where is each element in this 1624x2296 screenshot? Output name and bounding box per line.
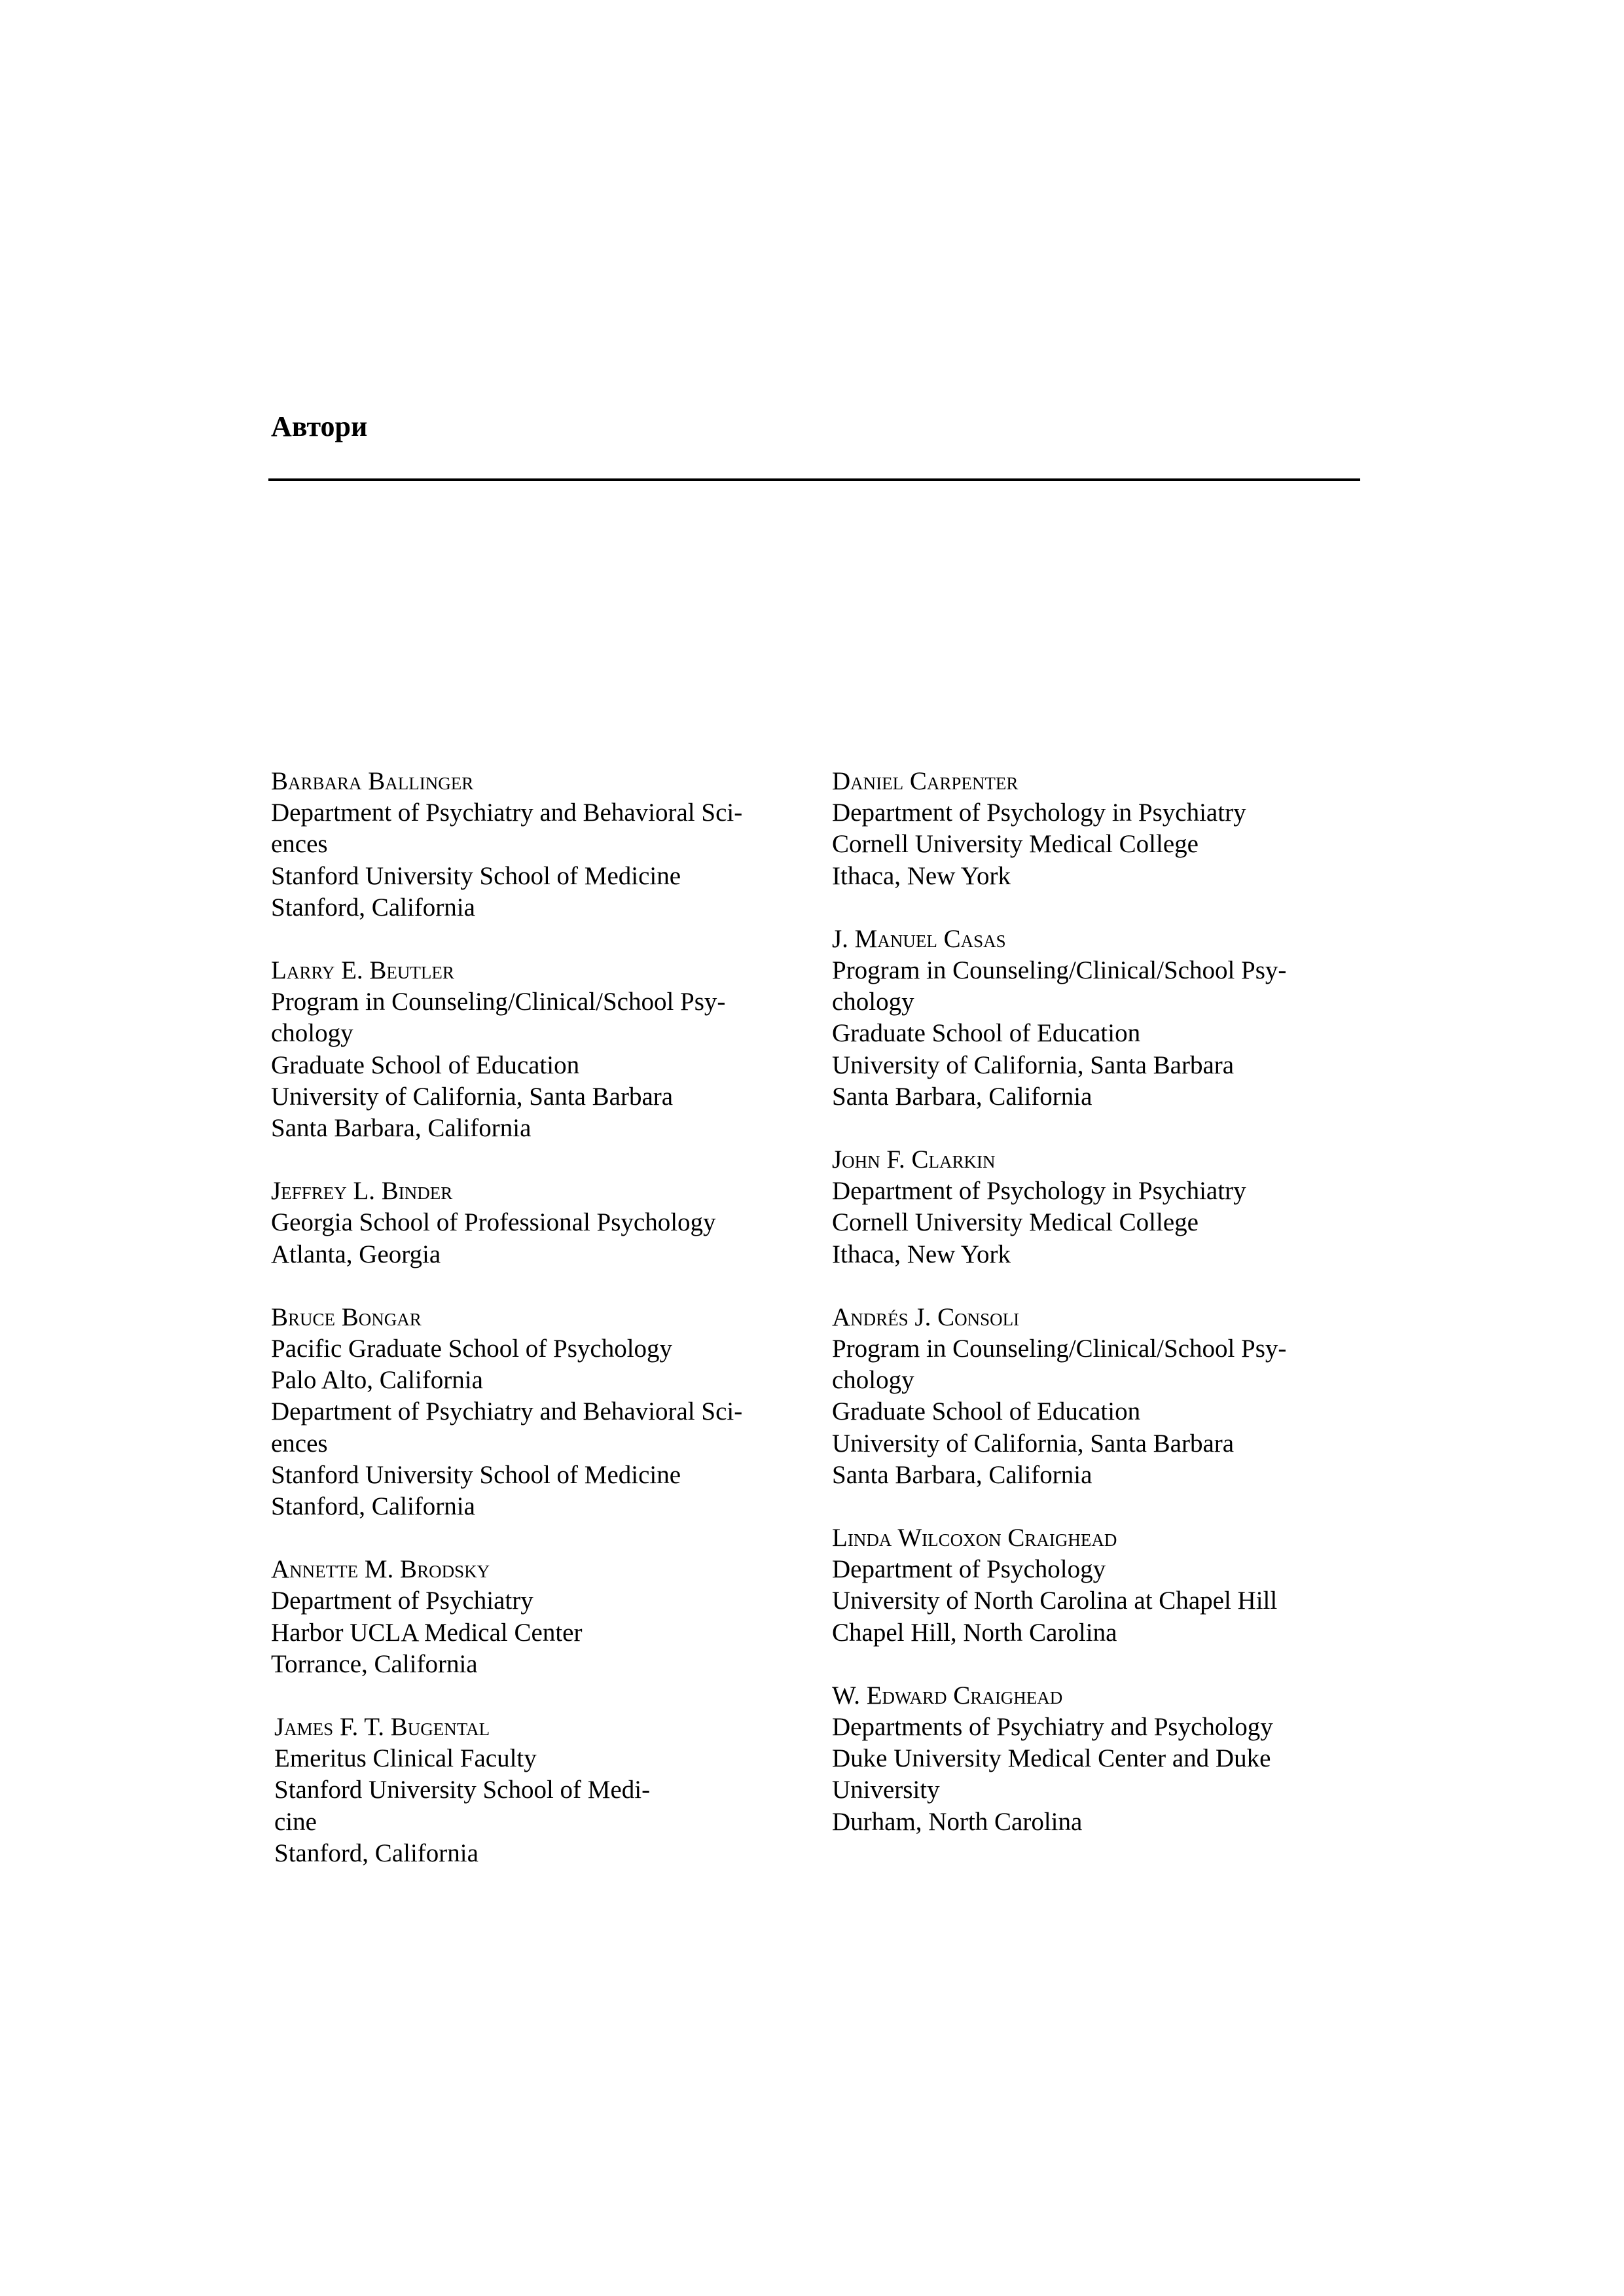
affiliation-line: Harbor UCLA Medical Center [271, 1618, 583, 1647]
affiliation-line: University of North Carolina at Chapel Hill [832, 1587, 1278, 1615]
affiliation-line: Department of Psychiatry and Behavioral Sci- [271, 1397, 743, 1426]
affiliation-line: Torrance, California [271, 1649, 478, 1678]
affiliation-line: Program in Counseling/Clinical/School Psy- [832, 1335, 1287, 1363]
author-name: John F. Clarkin [832, 1145, 996, 1174]
affiliation-line: Department of Psychology [832, 1555, 1106, 1584]
author-entry [271, 1712, 808, 1869]
affiliation-line: Stanford University School of Medi- [274, 1776, 651, 1804]
affiliation-line: University [832, 1776, 940, 1804]
affiliation-line: Departments of Psychiatry and Psychology [832, 1713, 1273, 1742]
affiliation-line: Cornell University Medical College [832, 830, 1199, 859]
affiliation-line: chology [832, 988, 914, 1016]
affiliation-line: Cornell University Medical College [832, 1208, 1199, 1237]
affiliation-line: cine [274, 1807, 317, 1836]
affiliation-line: Santa Barbara, California [832, 1460, 1092, 1489]
affiliation-line: Palo Alto, California [271, 1366, 483, 1395]
affiliation-line: Graduate School of Education [832, 1397, 1141, 1426]
affiliation-line: Santa Barbara, California [832, 1082, 1092, 1111]
author-name: Bruce Bongar [271, 1302, 422, 1331]
author-name: Annette M. Brodsky [271, 1555, 490, 1584]
author-name: Jeffrey L. Binder [271, 1177, 453, 1206]
affiliation-line: Stanford, California [274, 1839, 478, 1867]
author-entry [832, 1680, 1369, 1838]
heading-divider [268, 478, 1360, 481]
affiliation-line: Pacific Graduate School of Psychology [271, 1335, 673, 1363]
affiliation-line: Department of Psychology in Psychiatry [832, 1177, 1246, 1206]
author-entry [271, 766, 808, 924]
author-entry [271, 1302, 808, 1522]
affiliation-line: Duke University Medical Center and Duke [832, 1744, 1271, 1773]
affiliation-line: Graduate School of Education [832, 1019, 1141, 1048]
affiliation-line: ences [271, 1429, 328, 1458]
author-entry [832, 1522, 1369, 1649]
affiliation-line: Chapel Hill, North Carolina [832, 1618, 1117, 1647]
author-entry [271, 1554, 808, 1680]
affiliation-line: University of California, Santa Barbara [832, 1429, 1235, 1458]
affiliation-line: Graduate School of Education [271, 1050, 580, 1079]
author-name: Linda Wilcoxon Craighead [832, 1524, 1117, 1552]
author-name: Barbara Ballinger [271, 767, 474, 795]
affiliation-line: Stanford University School of Medicine [271, 861, 681, 890]
affiliation-line: chology [271, 1019, 353, 1048]
author-entry [832, 766, 1369, 892]
affiliation-line: Program in Counseling/Clinical/School Psy- [271, 988, 726, 1016]
affiliation-line: Ithaca, New York [832, 1240, 1011, 1268]
affiliation-line: Stanford, California [271, 893, 475, 922]
affiliation-line: Department of Psychology in Psychiatry [832, 798, 1246, 827]
affiliation-line: University of California, Santa Barbara [271, 1082, 674, 1111]
author-entry [271, 955, 808, 1144]
author-name: W. Edward Craighead [832, 1681, 1063, 1710]
affiliation-line: Program in Counseling/Clinical/School Psy- [832, 956, 1287, 985]
author-name: Larry E. Beutler [271, 956, 454, 985]
affiliation-line: Department of Psychiatry [271, 1587, 533, 1615]
authors-left-column [271, 766, 808, 1901]
author-entry [271, 1175, 808, 1270]
author-name: Andrés J. Consoli [832, 1302, 1020, 1331]
affiliation-line: Emeritus Clinical Faculty [274, 1744, 537, 1773]
author-name: James F. T. Bugental [274, 1713, 490, 1742]
affiliation-line: University of California, Santa Barbara [832, 1050, 1235, 1079]
author-entry [832, 924, 1369, 1113]
affiliation-line: Department of Psychiatry and Behavioral Sci- [271, 798, 743, 827]
affiliation-line: chology [832, 1366, 914, 1395]
author-entry [832, 1144, 1369, 1270]
author-entry [832, 1302, 1369, 1491]
affiliation-line: Ithaca, New York [832, 861, 1011, 890]
affiliation-line: Stanford, California [271, 1492, 475, 1521]
affiliation-line: Stanford University School of Medicine [271, 1460, 681, 1489]
authors-right-column [832, 766, 1369, 1869]
affiliation-line: ences [271, 830, 328, 859]
affiliation-line: Durham, North Carolina [832, 1807, 1083, 1836]
affiliation-line: Atlanta, Georgia [271, 1240, 441, 1268]
author-name: Daniel Carpenter [832, 767, 1019, 795]
author-name: J. Manuel Casas [832, 924, 1006, 953]
affiliation-line: Georgia School of Professional Psychology [271, 1208, 716, 1237]
affiliation-line: Santa Barbara, California [271, 1114, 532, 1143]
page-title: Автори [271, 410, 368, 442]
